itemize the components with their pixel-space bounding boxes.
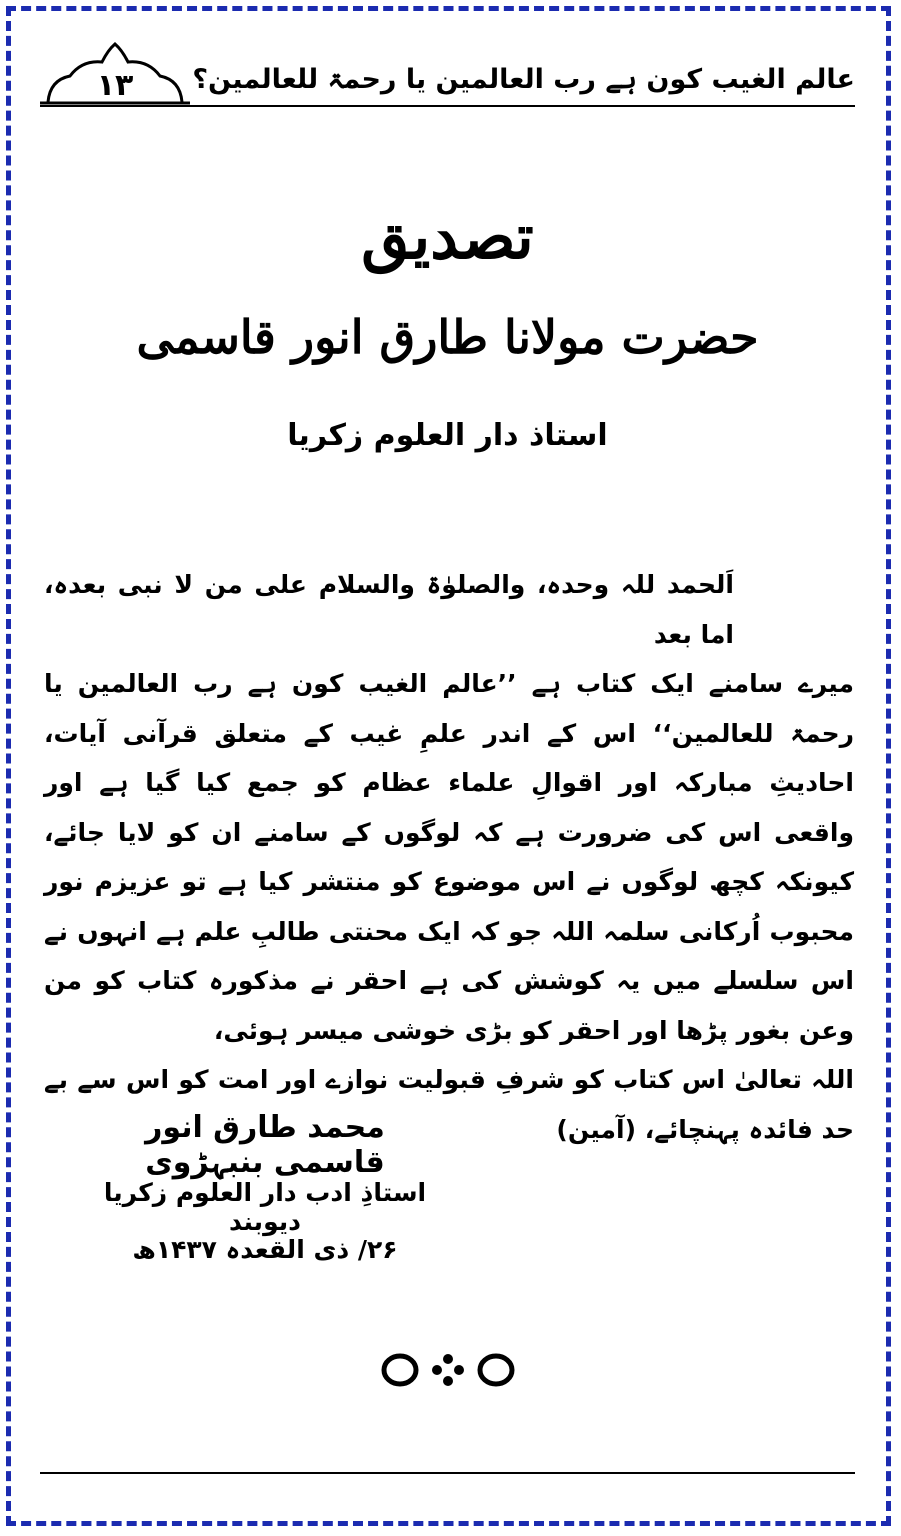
author-designation: استاذ دار العلوم زکریا	[287, 418, 608, 453]
paragraph-main: میرے سامنے ایک کتاب ہے ’’عالم الغیب کون ہے رب العالمین یا رحمۃ للعالمین‘‘ اس کے اندر علمِ غیب کے متعلق قرآنی آیات، احادیثِ مبارکہ اور اقوالِ علماء عظام کو جمع کیا گیا ہے اور واقعی اس کی ضرورت ہے کہ لوگوں کے سامنے ان کو لایا جائے، کیونکہ کچھ لوگوں نے اس موضوع کو منتشر کیا ہے تو عزیزم نور محبوب اُرکانی سلمہ اللہ جو کہ ایک محنتی طالبِ علم ہے انہوں نے اس سلسلے میں یہ کوشش کی ہے احقر نے مذکورہ کتاب کو من وعن بغور پڑھا اور احقر کو بڑی خوشی میسر ہوئی،	[44, 669, 854, 1045]
footer-divider	[40, 1472, 855, 1474]
signature-name: محمد طارق انور قاسمی بنبہڑوی	[145, 1110, 385, 1180]
page-heading: تصدیق	[361, 200, 534, 273]
header-divider	[40, 105, 855, 107]
end-ornament	[378, 1345, 518, 1395]
body-text	[44, 560, 854, 1154]
signature-date: ۲۶/ ذی القعدہ ۱۴۳۷ھ	[132, 1235, 398, 1264]
page-number: ۱۳	[96, 68, 134, 103]
invocation-line: اَلحمد للہ وحدہ، والصلوٰۃ والسلام علی من لا نبی بعدہ، اما بعد	[44, 570, 734, 649]
running-title: عالم الغیب کون ہے رب العالمین یا رحمۃ للعالمین؟	[192, 64, 855, 95]
author-name: حضرت مولانا طارق انور قاسمی	[136, 310, 759, 364]
signature-role: استاذِ ادب دار العلوم زکریا دیوبند	[103, 1178, 427, 1236]
page-number-badge	[40, 40, 190, 110]
paragraph-prayer: اللہ تعالیٰ اس کتاب کو شرفِ قبولیت نوازے اور امت کو اس سے بے حد فائدہ پہنچائے، (آمین)	[44, 1065, 854, 1144]
page-header	[40, 40, 855, 110]
